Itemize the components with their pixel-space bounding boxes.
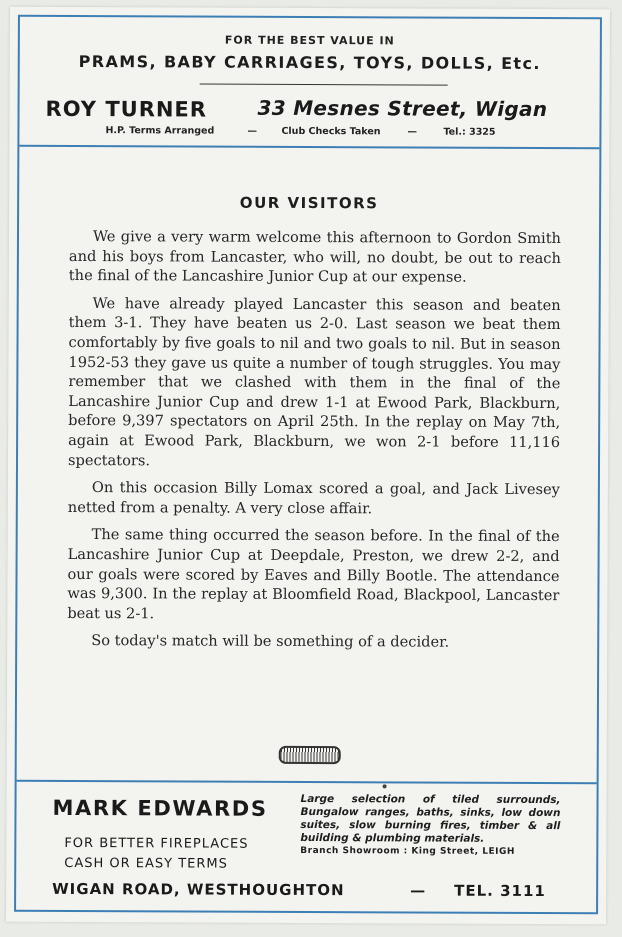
advert-telephone: TEL. 3111 bbox=[454, 881, 546, 901]
page-frame bbox=[14, 15, 602, 915]
advert-tagline: FOR BETTER FIREPLACES bbox=[64, 835, 249, 852]
advert-business-name: MARK EDWARDS bbox=[52, 795, 268, 821]
article-paragraph: On this occasion Billy Lomax scored a goal, and Jack Livesey netted from a penalty. A very close affair. bbox=[67, 479, 560, 517]
advert-headline: PRAMS, BABY CARRIAGES, TOYS, DOLLS, Etc. bbox=[78, 51, 541, 74]
our-visitors-article bbox=[17, 147, 600, 790]
programme-page bbox=[6, 7, 610, 925]
advert-description-text: Large selection of tiled surrounds, Bungalow ranges, baths, sinks, low down suites, slow burning fires, timber & all building & plumbing materials. bbox=[300, 792, 561, 845]
advert-rule bbox=[200, 84, 448, 86]
article-title: OUR VISITORS bbox=[239, 193, 379, 213]
advert-address: 33 Mesnes Street, Wigan bbox=[257, 95, 548, 122]
advert-separator: — bbox=[407, 126, 417, 138]
advert-clubs: Club Checks Taken bbox=[281, 125, 381, 138]
article-body bbox=[67, 227, 561, 661]
advert-description bbox=[300, 793, 560, 859]
advert-separator: — bbox=[247, 125, 257, 137]
advert-kicker: FOR THE BEST VALUE IN bbox=[224, 33, 395, 48]
article-paragraph: We give a very warm welcome this afternoon to Gordon Smith and his boys from Lancaster, who will, no doubt, be out to reach the final of the Lancashire Junior Cup at our expense. bbox=[68, 228, 562, 286]
article-paragraph: The same thing occurred the season before. In the final of the Lancashire Junior Cup at Deepdale, Preston, we drew 2-2, and our goals were scored by Eaves and Billy Bootle. The attendance was 9,300. In the replay at Bloomfield Road, Blackpool, Lancaster beat us 2-1. bbox=[67, 526, 560, 623]
advert-address: WIGAN ROAD, WESTHOUGHTON bbox=[52, 879, 345, 900]
advert-separator: — bbox=[410, 881, 427, 900]
article-paragraph: We have already played Lancaster this season and beaten them 3-1. They have beaten us 2-0. Last season we beat them comfortably by five goals to nil and two goals to nil. But in season 1952-53 they gave us quite a number of tough struggles. You may remember that we clashed with them in the final of the Lancashire Junior Cup and drew 1-1 at Ewood Park, Blackburn, before 9,397 spectators on April 25th. In the replay on May 7th, again at Ewood Park, Blackburn, we won 2-1 before 11,116 spectators. bbox=[67, 294, 561, 469]
roy-turner-advert bbox=[19, 17, 600, 150]
decorative-ornament bbox=[279, 746, 341, 764]
advert-business-name: ROY TURNER bbox=[45, 96, 208, 122]
advert-telephone: Tel.: 3325 bbox=[443, 126, 496, 138]
mark-edwards-advert bbox=[16, 780, 597, 913]
advert-tagline: CASH OR EASY TERMS bbox=[64, 855, 228, 872]
advert-terms: H.P. Terms Arranged bbox=[105, 125, 215, 137]
advert-branch: Branch Showroom : King Street, LEIGH bbox=[300, 845, 515, 857]
article-paragraph: So today's match will be something of a decider. bbox=[91, 632, 450, 651]
